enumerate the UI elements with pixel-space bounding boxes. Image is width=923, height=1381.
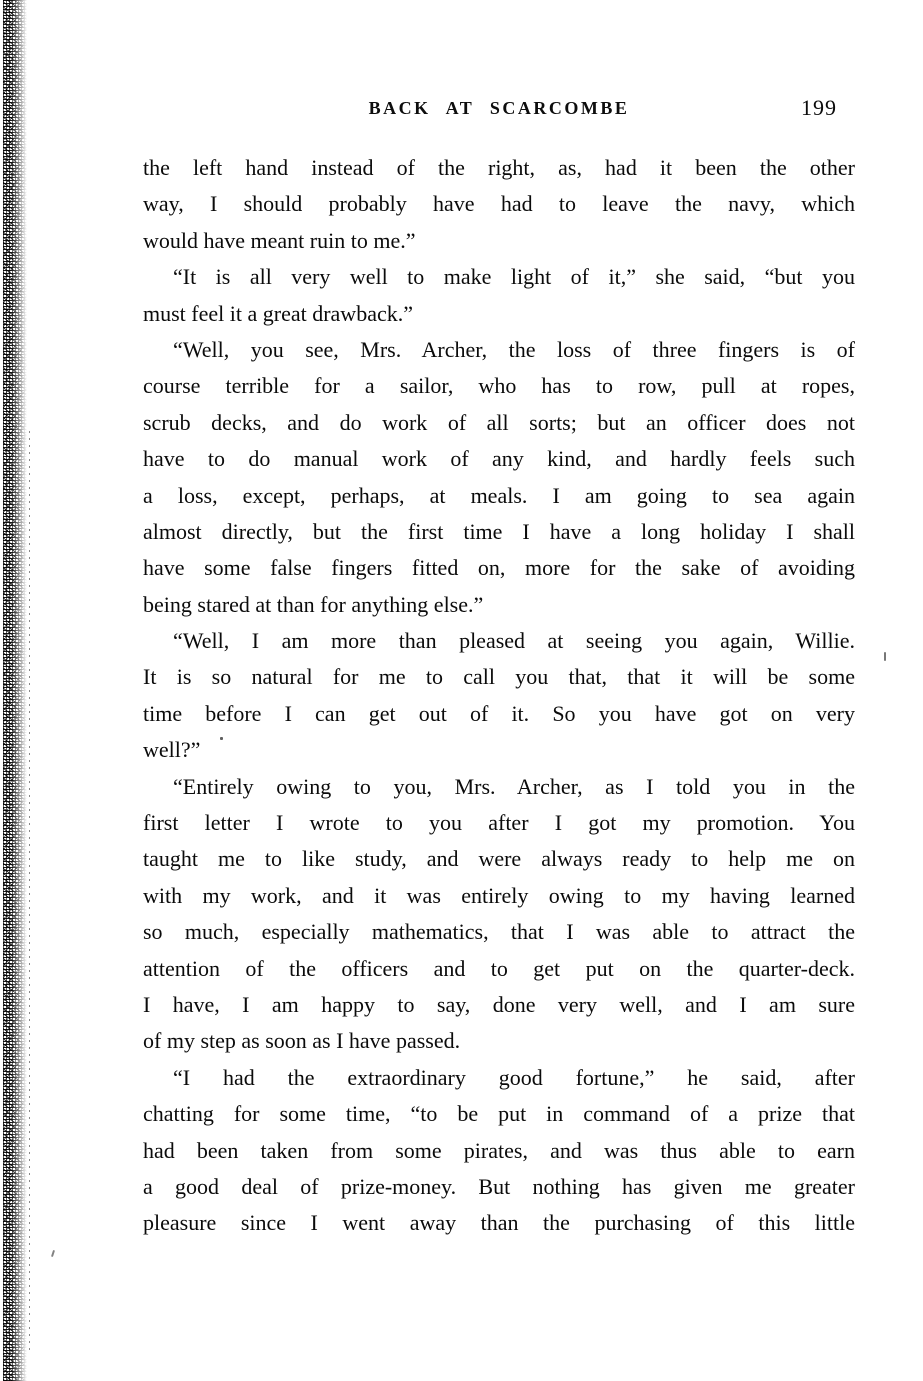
text-line: have to do manual work of any kind, and hardly feels such [143,446,855,472]
text-line: well?” [143,737,201,763]
text-line: “I had the extraordinary good fortune,” he said, after [173,1064,855,1090]
text-line: a good deal of prize-money. But nothing has given me greater [143,1173,855,1199]
page-header [143,95,855,126]
text-line: attention of the officers and to get put on the quarter-deck. [143,955,855,981]
scan-speck [884,652,886,661]
paragraph [143,259,855,332]
paragraph [143,1060,855,1242]
text-line: would have meant ruin to me.” [143,227,416,253]
scan-speck [51,1250,55,1257]
text-line: almost directly, but the first time I have a long holiday I shall [143,518,855,544]
text-line: a loss, except, perhaps, at meals. I am going to sea again [143,482,855,508]
paragraph [143,623,855,769]
text-line: way, I should probably have had to leave the navy, which [143,191,855,217]
text-line: had been taken from some pirates, and was thus able to earn [143,1137,855,1163]
text-line: scrub decks, and do work of all sorts; but an officer does not [143,409,855,435]
text-line: “Well, I am more than pleased at seeing you again, Willie. [173,628,855,654]
running-header-title: BACK AT SCARCOMBE [368,98,630,118]
text-line: so much, especially mathematics, that I was able to attract the [143,919,855,945]
text-line: I have, I am happy to say, done very well, and I am sure [143,991,855,1017]
text-line: “Entirely owing to you, Mrs. Archer, as I told you in the [173,773,855,799]
text-line: It is so natural for me to call you that, that it will be some [143,664,855,690]
text-line: “It is all very well to make light of it,” she said, “but you [173,264,855,290]
text-line: with my work, and it was entirely owing to my having learned [143,882,855,908]
text-line: must feel it a great drawback.” [143,300,413,326]
page-body-text [143,150,855,1242]
text-line: pleasure since I went away than the purchasing of this little [143,1210,855,1236]
paragraph [143,150,855,259]
text-line: first letter I wrote to you after I got my promotion. You [143,810,855,836]
binding-gutter-edge [29,430,30,1350]
text-line: time before I can get out of it. So you have got on very [143,700,855,726]
text-line: taught me to like study, and were always ready to help me on [143,846,855,872]
text-line: of my step as soon as I have passed. [143,1028,461,1054]
binding-gutter-shadow [3,0,27,1381]
text-line: chatting for some time, “to be put in command of a prize that [143,1101,855,1127]
text-line: have some false fingers fitted on, more for the sake of avoiding [143,555,855,581]
text-line: course terrible for a sailor, who has to row, pull at ropes, [143,373,855,399]
paragraph [143,769,855,1060]
text-line: being stared at than for anything else.” [143,591,484,617]
page-number: 199 [801,95,837,120]
page-content [143,95,855,1242]
paragraph [143,332,855,623]
text-line: the left hand instead of the right, as, had it been the other [143,155,855,180]
text-line: “Well, you see, Mrs. Archer, the loss of three fingers is of [173,336,855,362]
